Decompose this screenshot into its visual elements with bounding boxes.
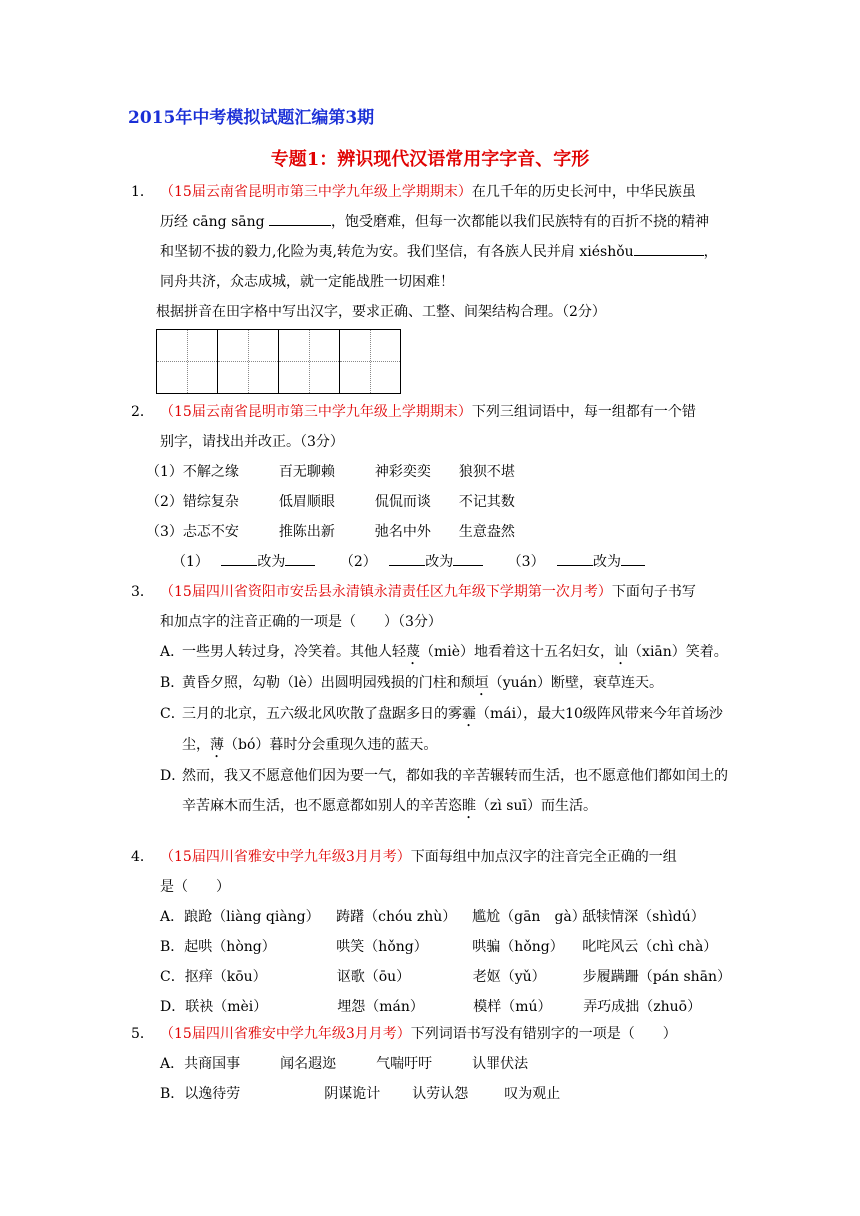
word-item: 百无聊赖 <box>278 464 335 480</box>
option-label: C． <box>160 706 185 722</box>
question-4 <box>0 842 860 1022</box>
option-label: B． <box>160 939 185 955</box>
word-item: 狼狈不堪 <box>458 464 515 480</box>
word-item: 弛名中外 <box>374 524 431 540</box>
question-source: （15届四川省资阳市安岳县永清镇永清责任区九年级下学期第一次月考） <box>160 584 612 600</box>
option-item: 以逸待劳 <box>184 1086 241 1102</box>
option-text: （miè）地看着这十五名妇女， <box>420 644 615 660</box>
question-2 <box>0 397 860 570</box>
word-item: 生意盎然 <box>458 524 515 540</box>
option-text: 黄昏夕照，勾勒（lè）出圆明园残损的门柱和颓 <box>182 675 475 691</box>
dotted-char: 薄 <box>210 737 224 753</box>
answer-text: 改为 <box>593 554 622 570</box>
answer-blank[interactable] <box>389 549 425 566</box>
option-item: 哄笑（hǒng） <box>336 939 428 955</box>
grid-cell[interactable] <box>340 362 401 394</box>
option-text: 然而，我又不愿意他们因为要一气，都如我的辛苦辗转而生活，也不愿意他们都如闰土的辛苦麻木而生活，也不愿意都如别人的辛苦恣 <box>182 768 728 814</box>
option-c[interactable] <box>160 962 732 992</box>
group-label: （2） <box>146 494 183 510</box>
dotted-char: 蔑 <box>406 644 420 660</box>
option-item: 模样（mú） <box>473 999 552 1015</box>
answer-line <box>172 547 645 577</box>
option-item: 共商国事 <box>184 1056 241 1072</box>
option-item: 老妪（yǔ） <box>472 969 546 985</box>
answer-blank[interactable] <box>285 549 315 566</box>
document-title: 2015年中考模拟试题汇编第3期 <box>128 108 375 128</box>
option-item: 气喘吁吁 <box>376 1056 433 1072</box>
option-item: 尴尬（gān gà） <box>472 909 586 925</box>
option-item: 步履蹒跚（pán shān） <box>582 969 732 985</box>
grid-cell[interactable] <box>218 330 279 362</box>
question-text: 下面句子书写 <box>611 584 696 600</box>
question-text: 和坚韧不拔的毅力,化险为夷,转危为安。我们坚信，有各族人民并肩 xiéshǒu <box>160 244 634 260</box>
option-d[interactable] <box>160 992 732 1022</box>
option-b[interactable] <box>160 668 732 699</box>
option-item: 起哄（hòng） <box>184 939 276 955</box>
word-item: 忐忑不安 <box>182 524 239 540</box>
grid-cell[interactable] <box>157 330 218 362</box>
word-item: 低眉顺眼 <box>278 494 335 510</box>
option-text: （yuán）断壁，衰草连天。 <box>488 675 664 691</box>
option-b[interactable] <box>160 932 732 962</box>
question-3 <box>0 577 860 822</box>
option-item: 闻名遐迩 <box>280 1056 337 1072</box>
option-label: A． <box>160 644 185 660</box>
option-label: B． <box>160 675 185 691</box>
answer-blank[interactable] <box>453 549 483 566</box>
grid-cell[interactable] <box>218 362 279 394</box>
option-text: （zì suī）而生活。 <box>476 798 597 814</box>
option-text: （bó）暮时分会重现久违的蓝天。 <box>224 737 438 753</box>
question-text: 是（ ） <box>160 879 230 895</box>
option-b[interactable] <box>160 1079 732 1109</box>
option-item: 踌躇（chóu zhù） <box>336 909 457 925</box>
answer-blank[interactable] <box>634 239 704 256</box>
grid-cell[interactable] <box>340 330 401 362</box>
option-a[interactable] <box>160 1049 732 1079</box>
answer-blank[interactable] <box>269 209 331 226</box>
option-label: D． <box>160 999 186 1015</box>
option-a[interactable] <box>160 637 732 668</box>
option-item: 埋怨（mán） <box>337 999 424 1015</box>
option-item: 认罪伏法 <box>472 1056 529 1072</box>
answer-text: 改为 <box>425 554 454 570</box>
question-source: （15届四川省雅安中学九年级3月月考） <box>160 849 411 865</box>
question-text: 和加点字的注音正确的一项是（ ）（3分） <box>160 614 442 630</box>
question-text: ， <box>703 244 718 260</box>
option-label: C． <box>160 969 185 985</box>
answer-blank[interactable] <box>221 549 257 566</box>
word-item: 不记其数 <box>458 494 515 510</box>
word-item: 错综复杂 <box>182 494 239 510</box>
question-text: 下列三组词语中，每一组都有一个错 <box>471 404 696 420</box>
option-item: 抠痒（kōu） <box>184 969 267 985</box>
option-c[interactable] <box>160 699 732 761</box>
question-number: 2． <box>131 404 154 420</box>
dotted-char: 讪 <box>614 644 629 660</box>
grid-cell[interactable] <box>279 330 340 362</box>
question-number: 3． <box>131 584 154 600</box>
option-item: 阴谋诡计 <box>324 1086 381 1102</box>
option-item: 哄骗（hǒng） <box>472 939 564 955</box>
option-item: 弄巧成拙（zhuō） <box>583 999 702 1015</box>
option-item: 舐犊情深（shìdú） <box>582 909 705 925</box>
question-text: 别字，请找出并改正。（3分） <box>160 434 344 450</box>
writing-grid[interactable] <box>156 329 401 394</box>
word-group <box>146 517 515 547</box>
dotted-char: 睢 <box>462 798 476 814</box>
option-item: 叱咤风云（chì chà） <box>582 939 718 955</box>
section-title: 专题1：辨识现代汉语常用字字音、字形 <box>270 149 590 170</box>
group-label: （3） <box>146 524 183 540</box>
question-number: 5． <box>131 1026 154 1042</box>
word-group <box>146 487 515 517</box>
option-item: 踉跄（liàng qiàng） <box>184 909 320 925</box>
option-text: （xiān）笑着。 <box>628 644 728 660</box>
option-text: 一些男人转过身，冷笑着。其他人轻 <box>182 644 406 660</box>
question-source: （15届云南省昆明市第三中学九年级上学期期末） <box>160 404 472 420</box>
question-text: 历经 cāng sāng <box>160 214 265 230</box>
answer-blank[interactable] <box>621 549 645 566</box>
option-label: B． <box>160 1086 185 1102</box>
dotted-char: 霾 <box>462 706 476 722</box>
option-item: 讴歌（ōu） <box>336 969 411 985</box>
answer-blank[interactable] <box>557 549 593 566</box>
question-1 <box>0 177 860 320</box>
option-item: 叹为观止 <box>504 1086 561 1102</box>
question-source: （15届四川省雅安中学九年级3月月考） <box>160 1026 411 1042</box>
question-text: 下列词语书写没有错别字的一项是（ ） <box>410 1026 677 1042</box>
option-text: （mái），最大10级阵风带来今年首场沙尘， <box>182 706 723 753</box>
question-instruction: 根据拼音在田字格中写出汉字，要求正确、工整、间架结构合理。（2分） <box>156 304 606 320</box>
answer-label: （3） <box>507 554 545 570</box>
option-a[interactable] <box>160 902 732 932</box>
word-item: 侃侃而谈 <box>374 494 431 510</box>
question-text: ，饱受磨难，但每一次都能以我们民族特有的百折不挠的精神 <box>331 214 710 230</box>
question-text: 下面每组中加点汉字的注音完全正确的一组 <box>410 849 677 865</box>
answer-text: 改为 <box>257 554 286 570</box>
option-label: A． <box>160 1056 185 1072</box>
dotted-char: 垣 <box>474 675 489 691</box>
question-number: 1． <box>131 184 154 200</box>
option-d[interactable] <box>160 761 732 822</box>
answer-label: （1） <box>172 554 209 570</box>
word-item: 不解之缘 <box>182 464 239 480</box>
question-5 <box>0 1019 860 1109</box>
answer-label: （2） <box>339 554 377 570</box>
option-item: 联袂（mèi） <box>185 999 268 1015</box>
option-label: A． <box>160 909 185 925</box>
option-text: 三月的北京，五六级北风吹散了盘踞多日的雾 <box>182 706 462 722</box>
question-text: 同舟共济，众志成城，就一定能战胜一切困难！ <box>160 274 454 290</box>
group-label: （1） <box>146 464 183 480</box>
word-group <box>146 457 515 487</box>
word-item: 推陈出新 <box>278 524 335 540</box>
word-item: 神彩奕奕 <box>374 464 431 480</box>
grid-cell[interactable] <box>157 362 218 394</box>
grid-cell[interactable] <box>279 362 340 394</box>
option-item: 认劳认怨 <box>412 1086 469 1102</box>
question-source: （15届云南省昆明市第三中学九年级上学期期末） <box>160 184 472 200</box>
option-label: D． <box>160 768 186 784</box>
question-number: 4． <box>131 849 154 865</box>
question-text: 在几千年的历史长河中，中华民族虽 <box>471 184 696 200</box>
